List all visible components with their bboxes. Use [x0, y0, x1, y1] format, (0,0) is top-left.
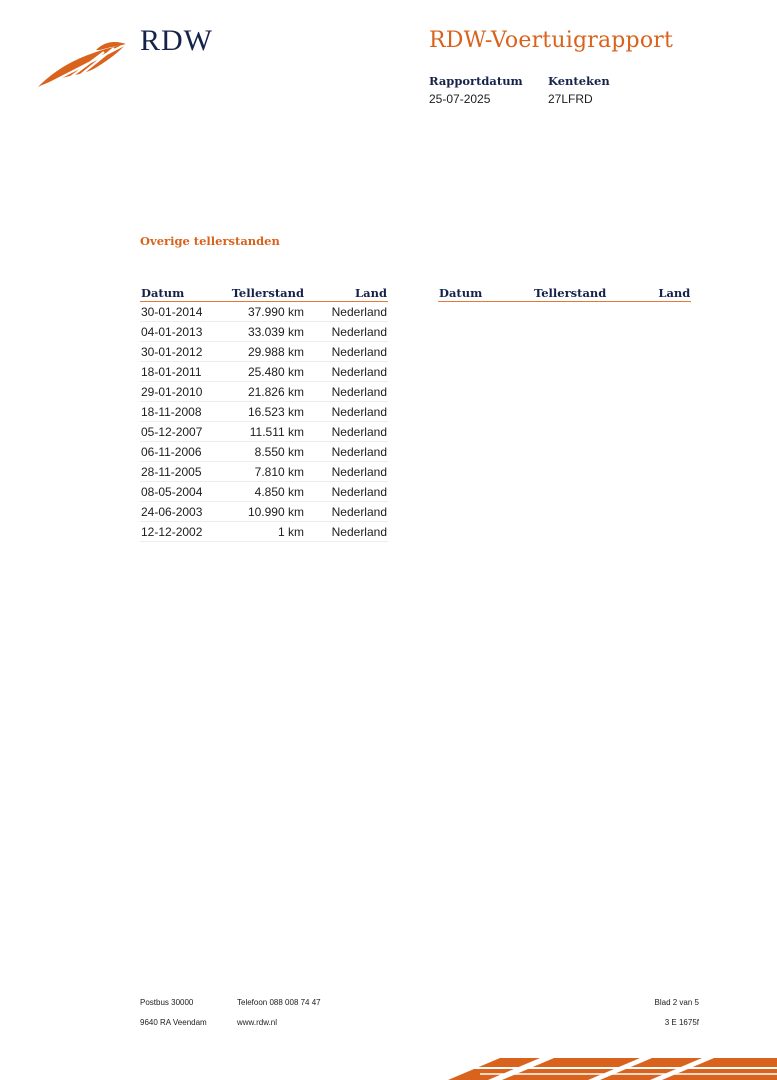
- row-date: 05-12-2007: [140, 422, 231, 442]
- row-country: Nederland: [304, 402, 388, 422]
- table-row: [140, 302, 388, 322]
- table-row: [140, 482, 388, 502]
- row-date: 04-01-2013: [140, 322, 231, 342]
- section-title: Overige tellerstanden: [140, 234, 280, 248]
- row-country: Nederland: [304, 442, 388, 462]
- table-row: [140, 442, 388, 462]
- row-count: 10.990 km: [231, 502, 304, 522]
- row-date: 30-01-2012: [140, 342, 231, 362]
- footer-postbus: Postbus 30000: [140, 998, 194, 1007]
- footer-website: www.rdw.nl: [237, 1018, 278, 1027]
- row-country: Nederland: [304, 322, 388, 342]
- row-count: 16.523 km: [231, 402, 304, 422]
- row-date: 12-12-2002: [140, 522, 231, 542]
- plate-block: [548, 74, 610, 106]
- table-row: [140, 382, 388, 402]
- row-date: 06-11-2006: [140, 442, 231, 462]
- row-country: Nederland: [304, 342, 388, 362]
- table-row: [140, 422, 388, 442]
- column-header-count: Tellerstand: [231, 286, 304, 300]
- report-date-label: Rapportdatum: [429, 74, 523, 88]
- row-country: Nederland: [304, 302, 388, 322]
- footer-page-number: Blad 2 van 5: [654, 998, 699, 1007]
- row-country: Nederland: [304, 502, 388, 522]
- table-row: [140, 402, 388, 422]
- report-title: RDW-Voertuigrapport: [429, 28, 674, 53]
- plate-label: Kenteken: [548, 74, 610, 88]
- report-date-block: [429, 74, 523, 106]
- column-header-count: Tellerstand: [534, 286, 607, 300]
- table-row: [140, 362, 388, 382]
- footer-address: 9640 RA Veendam: [140, 1018, 207, 1027]
- plate-value: 27LFRD: [548, 92, 593, 106]
- row-country: Nederland: [304, 462, 388, 482]
- row-date: 08-05-2004: [140, 482, 231, 502]
- column-header-country: Land: [606, 285, 691, 302]
- row-count: 4.850 km: [231, 482, 304, 502]
- row-country: Nederland: [304, 382, 388, 402]
- row-count: 25.480 km: [231, 362, 304, 382]
- row-date: 29-01-2010: [140, 382, 231, 402]
- row-country: Nederland: [304, 522, 388, 542]
- column-header-country: Land: [304, 285, 388, 302]
- row-count: 37.990 km: [231, 302, 304, 322]
- table-row: [140, 502, 388, 522]
- table-row: [140, 462, 388, 482]
- row-date: 28-11-2005: [140, 462, 231, 482]
- row-count: 29.988 km: [231, 342, 304, 362]
- row-country: Nederland: [304, 482, 388, 502]
- rdw-feather-logo-icon: [34, 38, 130, 90]
- brand-name: RDW: [140, 24, 213, 57]
- row-count: 8.550 km: [231, 442, 304, 462]
- report-date-value: 25-07-2025: [429, 92, 491, 106]
- row-date: 18-01-2011: [140, 362, 231, 382]
- table-row: [140, 322, 388, 342]
- footer-document-code: 3 E 1675f: [664, 1018, 699, 1027]
- row-count: 7.810 km: [231, 462, 304, 482]
- table-row: [140, 522, 388, 542]
- row-date: 30-01-2014: [140, 302, 231, 322]
- table-header-row: [140, 285, 388, 302]
- row-country: Nederland: [304, 422, 388, 442]
- row-date: 18-11-2008: [140, 402, 231, 422]
- odometer-table-continued: [438, 285, 691, 302]
- table-header-row: [438, 285, 691, 302]
- row-date: 24-06-2003: [140, 502, 231, 522]
- column-header-date: Datum: [140, 285, 231, 302]
- table-row: [140, 342, 388, 362]
- row-count: 33.039 km: [231, 322, 304, 342]
- row-country: Nederland: [304, 362, 388, 382]
- row-count: 1 km: [231, 522, 304, 542]
- footer-phone: Telefoon 088 008 74 47: [237, 998, 321, 1007]
- row-count: 11.511 km: [231, 422, 304, 442]
- row-count: 21.826 km: [231, 382, 304, 402]
- odometer-table: [140, 285, 388, 542]
- orange-stripes-decoration-icon: [440, 1055, 777, 1080]
- column-header-date: Datum: [438, 285, 534, 302]
